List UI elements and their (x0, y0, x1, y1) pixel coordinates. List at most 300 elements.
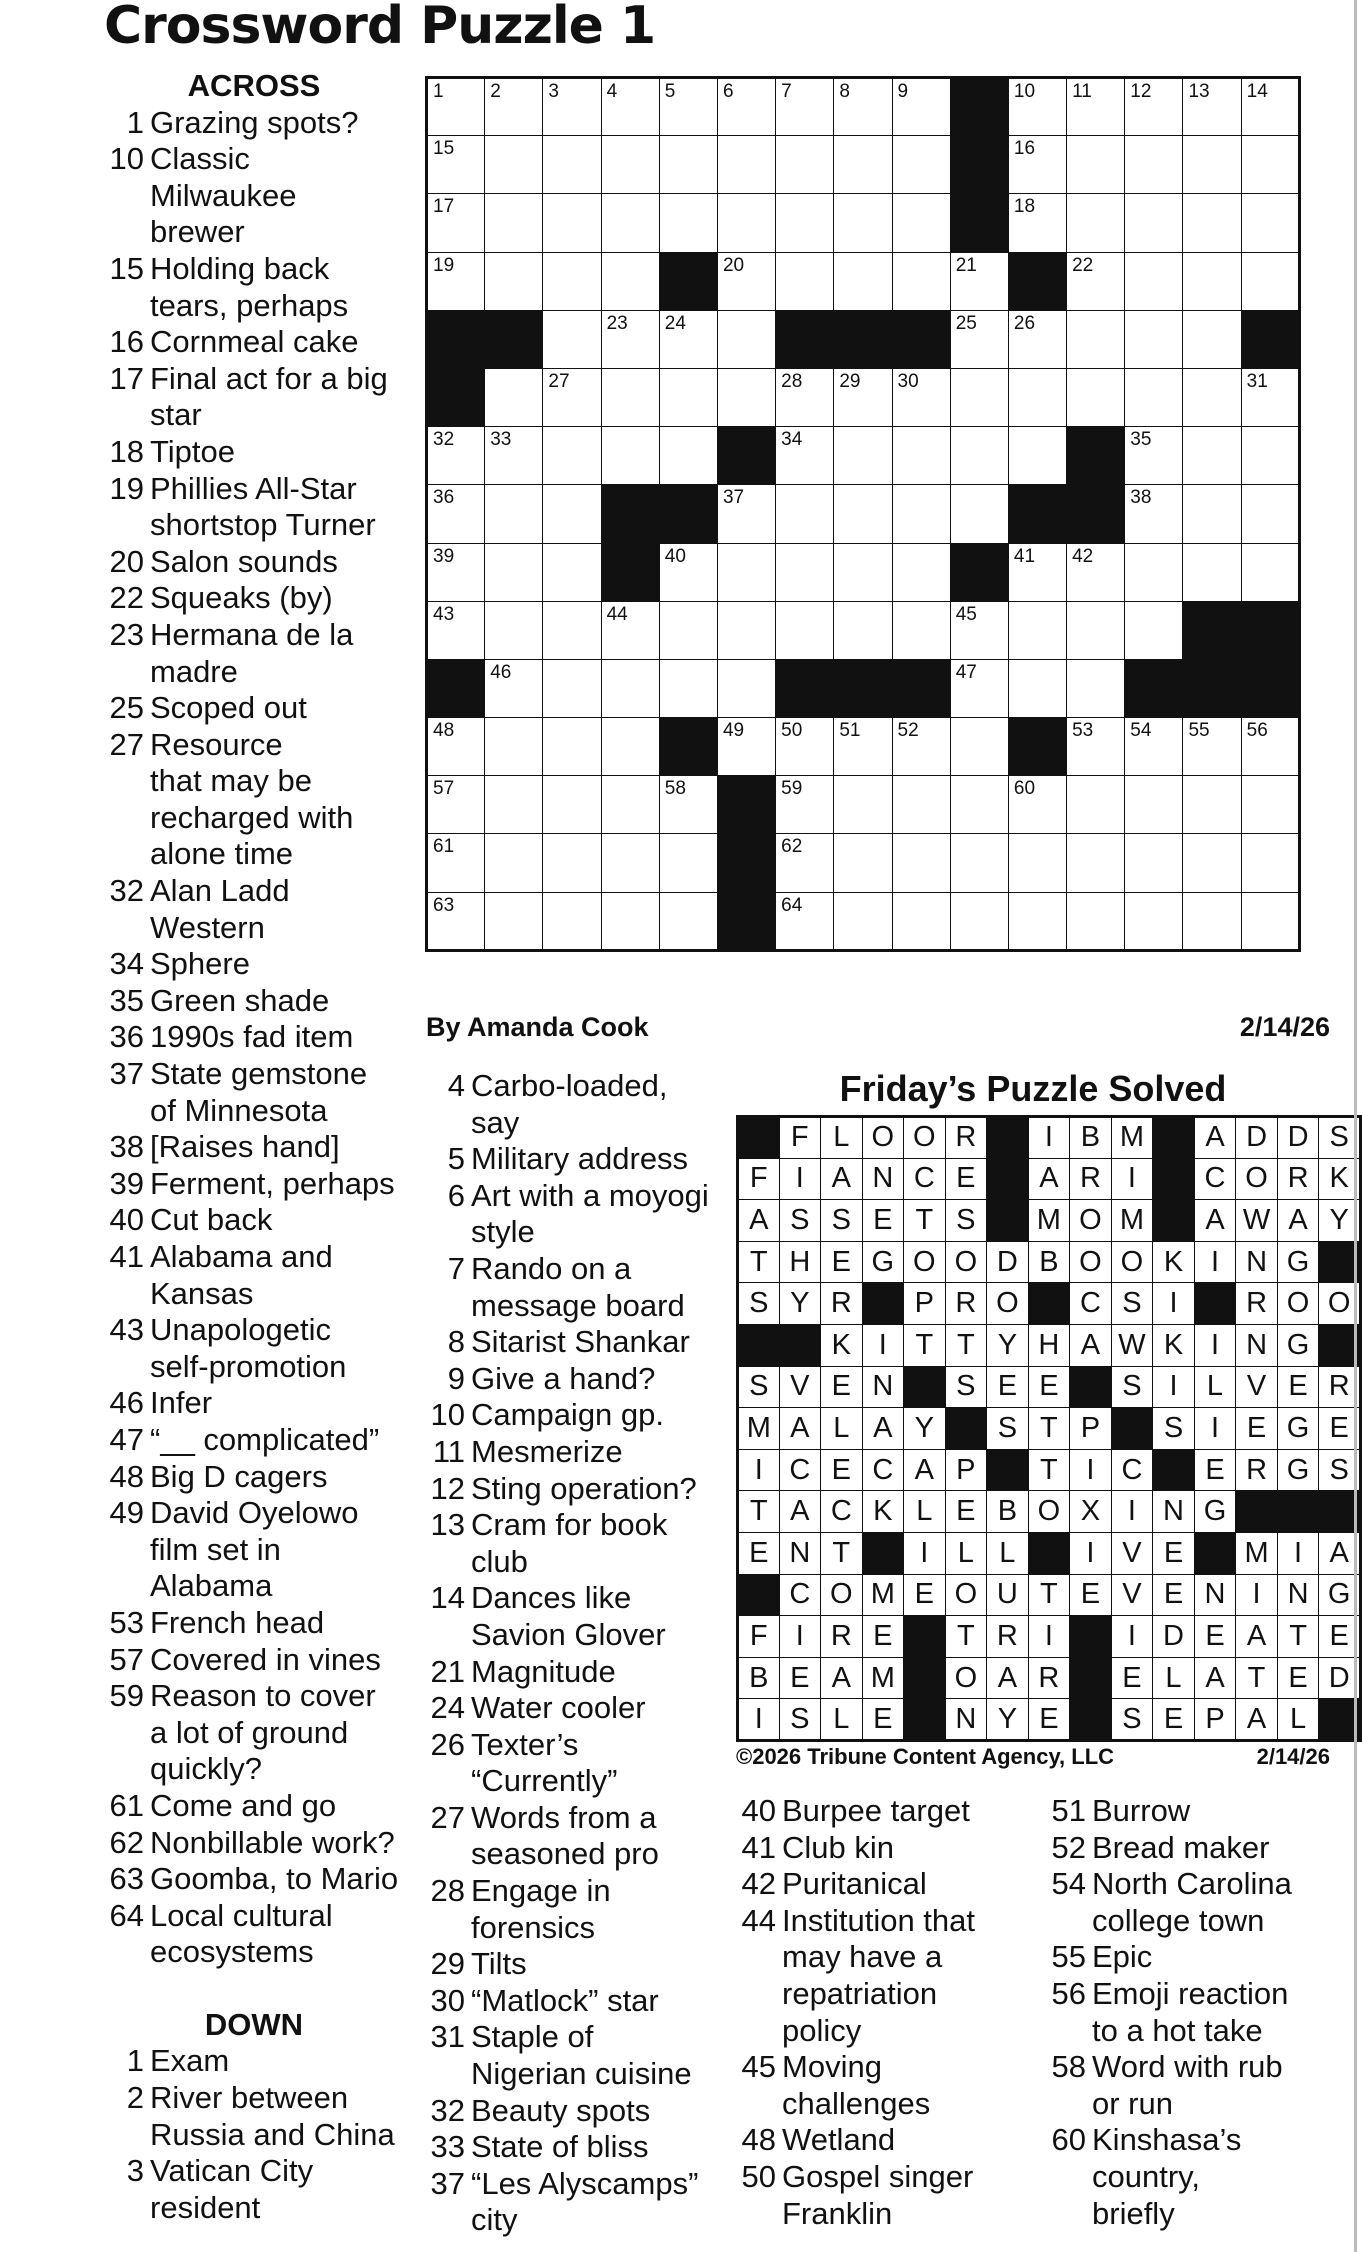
clue-number: 34 (109, 946, 144, 982)
solved-letter: N (945, 1699, 987, 1741)
grid-cell[interactable] (485, 78, 543, 136)
cell-number: 38 (1130, 487, 1152, 509)
grid-cell[interactable] (950, 834, 1008, 892)
grid-cell[interactable] (950, 310, 1008, 368)
grid-cell[interactable] (776, 485, 834, 543)
grid-cell[interactable] (601, 427, 659, 485)
solved-puzzle-title: Friday’s Puzzle Solved (839, 1068, 1227, 1109)
cell-number: 53 (1072, 720, 1094, 742)
grid-cell[interactable] (1067, 892, 1125, 950)
clue-number: 27 (430, 1799, 465, 1835)
grid-cell[interactable] (1183, 776, 1241, 834)
grid-cell[interactable] (892, 718, 950, 776)
solved-black-square (862, 1283, 904, 1325)
solved-black-square (1153, 1200, 1194, 1242)
grid-cell[interactable] (543, 659, 601, 717)
grid-cell[interactable] (485, 194, 543, 252)
clue (104, 1898, 404, 1971)
solved-letter: I (1070, 1532, 1112, 1574)
cell-number: 22 (1072, 254, 1094, 276)
clue-text: David Oyelowo (150, 1495, 359, 1531)
grid-cell[interactable] (1183, 78, 1241, 136)
solved-letter: A (821, 1158, 863, 1200)
grid-cell[interactable] (892, 427, 950, 485)
grid-cell[interactable] (717, 718, 775, 776)
grid-cell[interactable] (776, 194, 834, 252)
solved-letter: C (1194, 1158, 1236, 1200)
clue-text: Infer (150, 1385, 213, 1421)
solved-letter: A (987, 1657, 1029, 1699)
grid-cell[interactable] (1125, 834, 1183, 892)
clue-text: Give a hand? (471, 1360, 656, 1396)
clue (425, 1983, 725, 2020)
solved-letter: E (987, 1366, 1029, 1408)
grid-cell[interactable] (427, 718, 485, 776)
solved-letter: E (1277, 1657, 1319, 1699)
grid-cell[interactable] (717, 78, 775, 136)
grid-cell[interactable] (1067, 718, 1125, 776)
grid-cell[interactable] (892, 136, 950, 194)
solved-letter: I (779, 1616, 820, 1658)
solved-letter: A (1194, 1657, 1236, 1699)
grid-cell[interactable] (834, 485, 892, 543)
grid-cell[interactable] (1183, 485, 1241, 543)
clue-text: film set in (150, 1531, 281, 1567)
grid-cell[interactable] (776, 834, 834, 892)
grid-cell[interactable] (601, 834, 659, 892)
clue-text: quickly? (150, 1751, 262, 1787)
grid-cell[interactable] (776, 368, 834, 426)
grid-cell[interactable] (1183, 834, 1241, 892)
grid-cell[interactable] (892, 834, 950, 892)
grid-cell[interactable] (1008, 310, 1066, 368)
grid-cell[interactable] (601, 659, 659, 717)
solved-letter: E (904, 1574, 946, 1616)
grid-cell[interactable] (776, 427, 834, 485)
grid-cell[interactable] (1125, 892, 1183, 950)
grid-cell[interactable] (892, 776, 950, 834)
down-clue-list (104, 2043, 404, 2226)
clue (425, 1361, 725, 1398)
solved-letter: I (1111, 1616, 1153, 1658)
grid-cell[interactable] (485, 834, 543, 892)
clue-number: 39 (109, 1165, 144, 1201)
grid-cell[interactable] (1008, 427, 1066, 485)
grid-cell[interactable] (1125, 252, 1183, 310)
grid-cell[interactable] (601, 368, 659, 426)
grid-cell[interactable] (1125, 136, 1183, 194)
grid-cell[interactable] (427, 485, 485, 543)
grid-cell[interactable] (1241, 368, 1299, 426)
grid-cell[interactable] (601, 78, 659, 136)
grid-cell[interactable] (427, 601, 485, 659)
grid-cell[interactable] (1241, 252, 1299, 310)
grid-cell[interactable] (717, 252, 775, 310)
grid-cell[interactable] (485, 136, 543, 194)
grid-cell[interactable] (776, 718, 834, 776)
grid-cell[interactable] (1067, 310, 1125, 368)
solved-letter: G (862, 1241, 904, 1283)
black-square (1008, 718, 1066, 776)
solved-black-square (1277, 1491, 1319, 1533)
grid-cell[interactable] (717, 136, 775, 194)
grid-cell[interactable] (834, 543, 892, 601)
grid-cell[interactable] (485, 659, 543, 717)
grid-cell[interactable] (950, 252, 1008, 310)
grid-cell[interactable] (1125, 310, 1183, 368)
solved-letter: E (862, 1699, 904, 1741)
grid-cell[interactable] (659, 368, 717, 426)
solved-letter: B (1028, 1241, 1070, 1283)
grid-cell[interactable] (1125, 718, 1183, 776)
grid-cell[interactable] (950, 892, 1008, 950)
cell-number: 4 (606, 81, 618, 102)
grid-cell[interactable] (485, 368, 543, 426)
grid-cell[interactable] (1125, 543, 1183, 601)
grid-cell[interactable] (427, 427, 485, 485)
grid-cell[interactable] (1125, 776, 1183, 834)
grid-cell[interactable] (776, 776, 834, 834)
grid-cell[interactable] (427, 78, 485, 136)
black-square (892, 310, 950, 368)
grid-cell[interactable] (659, 776, 717, 834)
grid-cell[interactable] (1125, 427, 1183, 485)
grid-cell[interactable] (1183, 194, 1241, 252)
black-square (1183, 659, 1241, 717)
grid-cell[interactable] (717, 310, 775, 368)
grid-cell[interactable] (659, 136, 717, 194)
grid-cell[interactable] (659, 601, 717, 659)
grid-cell[interactable] (659, 194, 717, 252)
grid-cell[interactable] (1125, 78, 1183, 136)
clue (104, 1056, 404, 1129)
grid-cell[interactable] (1008, 601, 1066, 659)
clue-number: 14 (430, 1580, 465, 1616)
solved-black-square (738, 1117, 780, 1159)
grid-cell[interactable] (1125, 601, 1183, 659)
grid-cell[interactable] (543, 485, 601, 543)
clue (425, 2019, 725, 2092)
grid-cell[interactable] (601, 718, 659, 776)
solved-letter: A (1194, 1200, 1236, 1242)
solved-letter: M (1111, 1200, 1153, 1242)
clue-text: “Matlock” star (471, 1982, 659, 2018)
solved-letter: K (1153, 1324, 1194, 1366)
solved-letter: R (821, 1283, 863, 1325)
solved-black-square (987, 1117, 1029, 1159)
grid-cell[interactable] (950, 718, 1008, 776)
grid-cell[interactable] (717, 194, 775, 252)
grid-cell[interactable] (834, 194, 892, 252)
grid-cell[interactable] (1183, 718, 1241, 776)
grid-cell[interactable] (1183, 368, 1241, 426)
grid-cell[interactable] (1241, 136, 1299, 194)
grid-cell[interactable] (601, 601, 659, 659)
grid-cell[interactable] (601, 892, 659, 950)
grid-cell[interactable] (543, 543, 601, 601)
grid-cell[interactable] (659, 659, 717, 717)
solved-letter: T (738, 1491, 780, 1533)
clue-text: Campaign gp. (471, 1397, 665, 1433)
grid-cell[interactable] (1067, 252, 1125, 310)
solved-letter: I (1111, 1158, 1153, 1200)
grid-cell[interactable] (485, 543, 543, 601)
grid-cell[interactable] (543, 136, 601, 194)
grid-cell[interactable] (543, 718, 601, 776)
grid-cell[interactable] (950, 427, 1008, 485)
grid-cell[interactable] (1183, 427, 1241, 485)
clue (425, 1873, 725, 1946)
grid-cell[interactable] (659, 310, 717, 368)
grid-cell[interactable] (543, 78, 601, 136)
grid-cell[interactable] (1067, 78, 1125, 136)
clue (1046, 1830, 1346, 1867)
grid-cell[interactable] (717, 543, 775, 601)
grid-cell[interactable] (427, 834, 485, 892)
grid-cell[interactable] (717, 485, 775, 543)
cell-number: 31 (1246, 370, 1268, 392)
page-edge-divider (1354, 0, 1357, 2252)
solved-letter: R (1236, 1449, 1278, 1491)
grid-cell[interactable] (1008, 136, 1066, 194)
grid-cell[interactable] (1008, 892, 1066, 950)
grid-cell[interactable] (834, 892, 892, 950)
grid-cell[interactable] (1067, 368, 1125, 426)
grid-cell[interactable] (1067, 543, 1125, 601)
clue-number: 25 (109, 690, 144, 726)
clue-number: 49 (109, 1495, 144, 1531)
grid-cell[interactable] (892, 892, 950, 950)
clue (104, 434, 404, 471)
grid-cell[interactable] (892, 252, 950, 310)
solved-letter: O (904, 1117, 946, 1159)
grid-cell[interactable] (892, 485, 950, 543)
grid-cell[interactable] (892, 543, 950, 601)
clue (104, 1385, 404, 1422)
grid-cell[interactable] (1008, 776, 1066, 834)
solved-letter: E (1111, 1657, 1153, 1699)
grid-cell[interactable] (485, 892, 543, 950)
grid-cell[interactable] (1067, 194, 1125, 252)
cell-number: 60 (1013, 778, 1036, 800)
clue-text: Sphere (150, 946, 250, 982)
grid-cell[interactable] (1067, 601, 1125, 659)
grid-cell[interactable] (1125, 194, 1183, 252)
grid-cell[interactable] (834, 834, 892, 892)
grid-cell[interactable] (717, 601, 775, 659)
grid-cell[interactable] (427, 892, 485, 950)
clue-number: 17 (109, 360, 144, 396)
cell-number: 56 (1246, 720, 1268, 742)
grid-cell[interactable] (950, 659, 1008, 717)
grid-cell[interactable] (659, 78, 717, 136)
solved-letter: R (1319, 1366, 1361, 1408)
grid-cell[interactable] (892, 368, 950, 426)
cell-number: 26 (1013, 312, 1036, 334)
grid-cell[interactable] (1241, 892, 1299, 950)
grid-cell[interactable] (1008, 194, 1066, 252)
grid-cell[interactable] (892, 601, 950, 659)
grid-cell[interactable] (1241, 543, 1299, 601)
grid-cell[interactable] (950, 776, 1008, 834)
grid-cell[interactable] (834, 368, 892, 426)
grid-cell[interactable] (543, 427, 601, 485)
grid-cell[interactable] (485, 252, 543, 310)
grid-cell[interactable] (659, 892, 717, 950)
grid-cell[interactable] (1241, 194, 1299, 252)
clue-text: Grazing spots? (150, 104, 359, 140)
grid-cell[interactable] (776, 543, 834, 601)
solved-letter: I (1070, 1449, 1112, 1491)
clue (104, 324, 404, 361)
solved-letter: Y (904, 1408, 946, 1450)
clue-number: 41 (109, 1239, 144, 1274)
grid-cell[interactable] (1183, 252, 1241, 310)
grid-cell[interactable] (1241, 718, 1299, 776)
grid-cell[interactable] (776, 252, 834, 310)
grid-cell[interactable] (776, 136, 834, 194)
grid-cell[interactable] (950, 601, 1008, 659)
clue (104, 617, 404, 690)
grid-cell[interactable] (892, 78, 950, 136)
clue-number: 2 (126, 2080, 144, 2116)
grid-cell[interactable] (601, 776, 659, 834)
grid-cell[interactable] (834, 78, 892, 136)
clue-number: 23 (109, 616, 144, 652)
grid-cell[interactable] (1067, 776, 1125, 834)
cell-number: 10 (1013, 81, 1036, 102)
grid-cell[interactable] (892, 194, 950, 252)
solved-black-square (1070, 1699, 1112, 1741)
grid-cell[interactable] (1183, 892, 1241, 950)
grid-cell[interactable] (1067, 136, 1125, 194)
clue-number: 1 (126, 104, 144, 140)
solved-letter: R (945, 1117, 987, 1159)
solved-letter: V (779, 1366, 820, 1408)
solved-letter: E (1153, 1699, 1194, 1741)
clue-number: 32 (430, 2092, 465, 2128)
grid-cell[interactable] (717, 368, 775, 426)
grid-cell[interactable] (659, 834, 717, 892)
solved-black-square (904, 1699, 946, 1741)
clue (104, 1605, 404, 1642)
grid-cell[interactable] (543, 776, 601, 834)
grid-cell[interactable] (834, 136, 892, 194)
grid-cell[interactable] (601, 136, 659, 194)
grid-cell[interactable] (834, 252, 892, 310)
grid-cell[interactable] (543, 368, 601, 426)
clue-text: Franklin (782, 2195, 893, 2231)
grid-cell[interactable] (485, 776, 543, 834)
grid-cell[interactable] (1183, 136, 1241, 194)
grid-cell[interactable] (834, 427, 892, 485)
grid-cell[interactable] (1125, 485, 1183, 543)
grid-cell[interactable] (543, 601, 601, 659)
grid-cell[interactable] (950, 485, 1008, 543)
grid-cell[interactable] (1183, 543, 1241, 601)
grid-cell[interactable] (427, 776, 485, 834)
grid-cell[interactable] (950, 368, 1008, 426)
grid-cell[interactable] (776, 78, 834, 136)
clue (104, 1459, 404, 1496)
solved-letter: A (821, 1657, 863, 1699)
cell-number: 11 (1072, 81, 1092, 102)
cell-number: 8 (839, 81, 850, 102)
across-clue-column (104, 68, 404, 2226)
grid-cell[interactable] (1008, 78, 1066, 136)
grid-cell[interactable] (543, 310, 601, 368)
clue (425, 1397, 725, 1434)
grid-cell[interactable] (1241, 776, 1299, 834)
grid-cell[interactable] (427, 252, 485, 310)
solved-letter: W (1236, 1200, 1278, 1242)
grid-cell[interactable] (659, 543, 717, 601)
grid-cell[interactable] (1183, 310, 1241, 368)
grid-cell[interactable] (427, 543, 485, 601)
grid-cell[interactable] (1008, 659, 1066, 717)
solved-letter: A (1194, 1117, 1236, 1159)
grid-cell[interactable] (485, 601, 543, 659)
grid-cell[interactable] (485, 485, 543, 543)
grid-cell[interactable] (1241, 427, 1299, 485)
solved-letter: K (862, 1491, 904, 1533)
grid-cell[interactable] (601, 252, 659, 310)
grid-cell[interactable] (834, 601, 892, 659)
grid-cell[interactable] (1067, 834, 1125, 892)
grid-cell[interactable] (485, 427, 543, 485)
grid-cell[interactable] (485, 718, 543, 776)
down-clue-column (736, 1793, 1036, 2232)
clue-number: 28 (430, 1873, 465, 1909)
clue (425, 1141, 725, 1178)
grid-cell[interactable] (1008, 543, 1066, 601)
grid-cell[interactable] (543, 834, 601, 892)
grid-cell[interactable] (659, 427, 717, 485)
grid-cell[interactable] (776, 892, 834, 950)
grid-cell[interactable] (543, 252, 601, 310)
grid-cell[interactable] (1125, 368, 1183, 426)
clue (104, 471, 404, 544)
grid-cell[interactable] (601, 310, 659, 368)
grid-cell[interactable] (1008, 834, 1066, 892)
grid-cell[interactable] (1241, 834, 1299, 892)
clue-number: 43 (109, 1312, 144, 1348)
clue-text: Texter’s (471, 1726, 579, 1762)
grid-cell[interactable] (543, 194, 601, 252)
grid-cell[interactable] (427, 194, 485, 252)
clue-number: 45 (741, 2049, 776, 2085)
grid-cell[interactable] (1008, 368, 1066, 426)
cell-number: 16 (1013, 138, 1036, 160)
grid-cell[interactable] (427, 136, 485, 194)
clue-text: a lot of ground (150, 1714, 349, 1750)
grid-cell[interactable] (834, 776, 892, 834)
grid-cell[interactable] (776, 601, 834, 659)
clue-text: say (471, 1104, 520, 1140)
clue (104, 2080, 404, 2153)
clue (1046, 1793, 1346, 1830)
solved-letter: C (779, 1574, 820, 1616)
clue-text: Nonbillable work? (150, 1824, 395, 1860)
grid-cell[interactable] (834, 718, 892, 776)
grid-cell[interactable] (717, 659, 775, 717)
grid-cell[interactable] (601, 194, 659, 252)
clue (425, 1654, 725, 1691)
grid-cell[interactable] (1067, 659, 1125, 717)
grid-cell[interactable] (1241, 485, 1299, 543)
grid-cell[interactable] (543, 892, 601, 950)
grid-cell[interactable] (1241, 78, 1299, 136)
